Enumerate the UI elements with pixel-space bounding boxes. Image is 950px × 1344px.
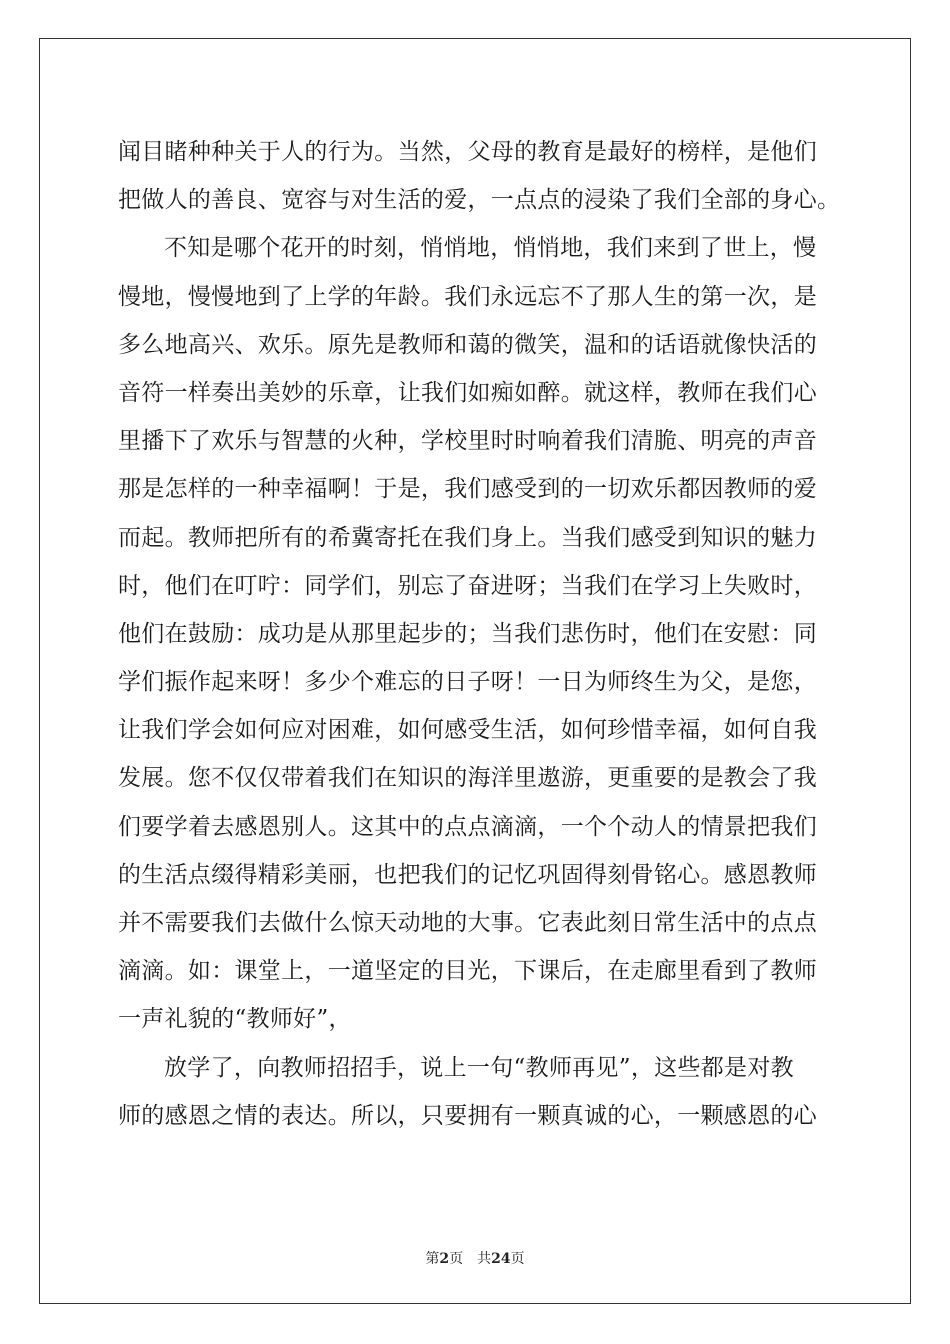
text-line: 并不需要我们去做什么惊天动地的大事。它表此刻日常生活中的点点 bbox=[118, 910, 817, 936]
document-body bbox=[118, 128, 840, 1140]
text-line: 多么地高兴、欢乐。原先是教师和蔼的微笑，温和的话语就像快活的 bbox=[118, 331, 817, 358]
text-line: 里播下了欢乐与智慧的火种，学校里时时响着我们清脆、明亮的声音 bbox=[118, 428, 817, 455]
text-line: 时，他们在叮咛：同学们，别忘了奋进呀；当我们在学习上失败时， bbox=[118, 572, 817, 599]
page-number-suffix: 页 bbox=[449, 1251, 464, 1267]
total-pages-suffix: 页 bbox=[510, 1251, 525, 1267]
current-page-number: 2 bbox=[439, 1251, 450, 1267]
text-line: 师的感恩之情的表达。所以，只要拥有一颗真诚的心，一颗感恩的心 bbox=[118, 1102, 817, 1129]
text-line: 学们振作起来呀！多少个难忘的日子呀！一日为师终生为父，是您， bbox=[118, 669, 817, 696]
text-line: 慢地，慢慢地到了上学的年龄。我们永远忘不了那人生的第一次，是 bbox=[118, 283, 817, 310]
text-line: 发展。您不仅仅带着我们在知识的海洋里遨游，更重要的是教会了我 bbox=[118, 765, 817, 792]
text-line: 把做人的善良、宽容与对生活的爱，一点点的浸染了我们全部的身心。 bbox=[118, 187, 841, 214]
text-line: 而起。教师把所有的希冀寄托在我们身上。当我们感受到知识的魅力 bbox=[118, 524, 817, 551]
text-line: 那是怎样的一种幸福啊！于是，我们感受到的一切欢乐都因教师的爱 bbox=[118, 476, 817, 503]
page-number-prefix: 第 bbox=[425, 1251, 440, 1267]
total-pages-prefix: 共 bbox=[477, 1251, 492, 1267]
total-page-count: 24 bbox=[491, 1251, 511, 1267]
paragraph-start-line: 不知是哪个花开的时刻，悄悄地，悄悄地，我们来到了世上，慢 bbox=[164, 235, 817, 262]
text-line: 音符一样奏出美妙的乐章，让我们如痴如醉。就这样，教师在我们心 bbox=[118, 379, 817, 406]
text-line: 的生活点缀得精彩美丽，也把我们的记忆巩固得刻骨铭心。感恩教师 bbox=[118, 861, 817, 888]
text-line: 滴滴。如：课堂上，一道坚定的目光，下课后，在走廊里看到了教师 bbox=[118, 958, 817, 985]
text-line: 们要学着去感恩别人。这其中的点点滴滴，一个个动人的情景把我们 bbox=[118, 813, 817, 840]
text-line: 他们在鼓励：成功是从那里起步的；当我们悲伤时，他们在安慰：同 bbox=[118, 620, 817, 647]
text-line: 一声礼貌的“教师好”， bbox=[118, 1006, 352, 1033]
text-line: 闻目睹种种关于人的行为。当然，父母的教育是最好的榜样，是他们 bbox=[118, 139, 817, 165]
text-line: 让我们学会如何应对困难，如何感受生活，如何珍惜幸福，如何自我 bbox=[118, 717, 817, 744]
paragraph-start-line: 放学了，向教师招招手，说上一句“教师再见”，这些都是对教 bbox=[164, 1054, 794, 1081]
page-footer bbox=[0, 1248, 950, 1268]
